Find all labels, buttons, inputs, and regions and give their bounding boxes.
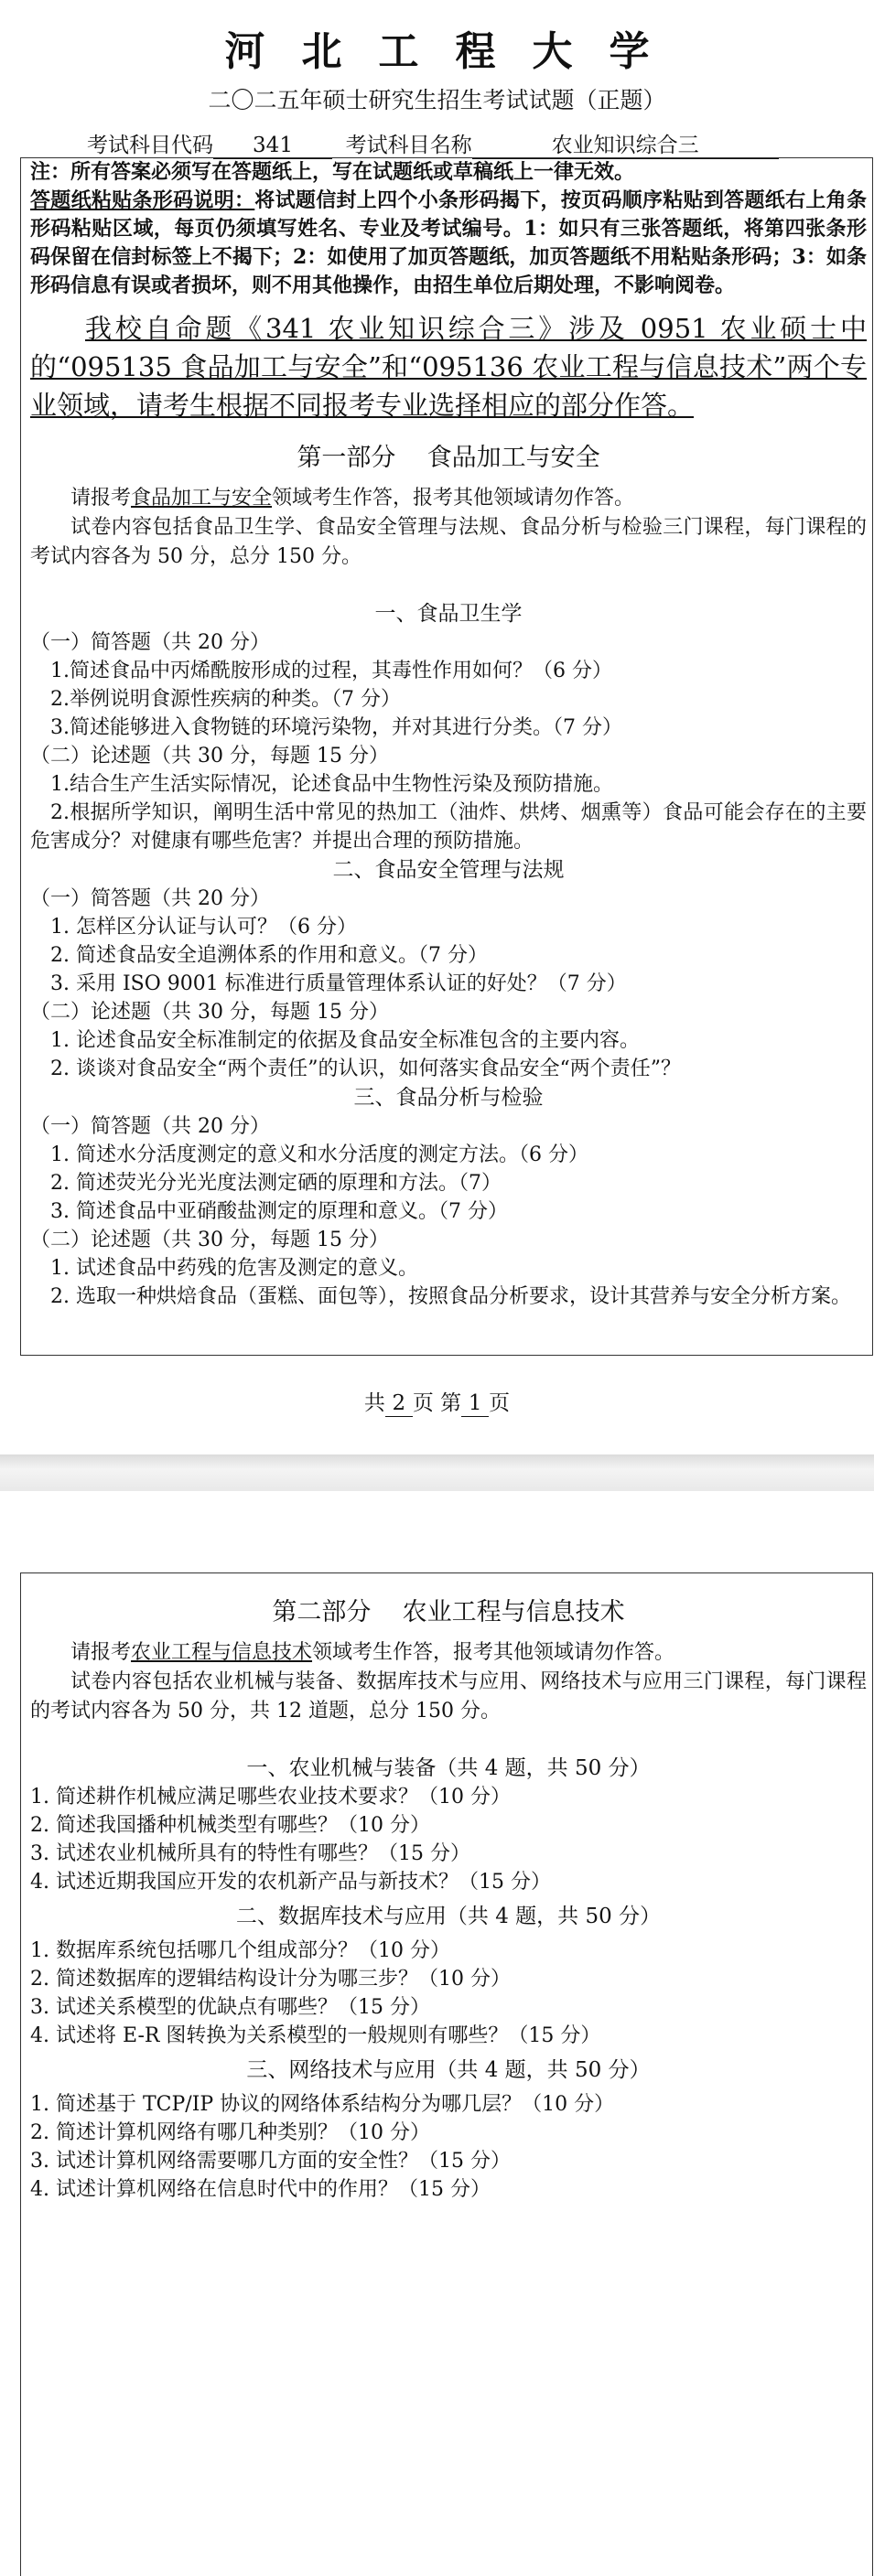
- subject-name-value: 农业知识综合三: [472, 133, 779, 159]
- part1-field-name: 食品加工与安全: [131, 487, 273, 510]
- question-item: 1. 简述耕作机械应满足哪些农业技术要求？（10 分）: [30, 1786, 511, 1809]
- part2-section2-title: 二、数据库技术与应用（共 4 题，共 50 分）: [235, 1905, 662, 1928]
- question-item: 2. 简述食品安全追溯体系的作用和意义。（7 分）: [50, 944, 488, 967]
- question-item: 2. 简述计算机网络有哪几种类别？（10 分）: [30, 2121, 430, 2144]
- question-item: 2. 简述荧光分光光度法测定硒的原理和方法。（7）: [50, 1172, 502, 1195]
- question-item: 4. 试述计算机网络在信息时代中的作用？（15 分）: [30, 2178, 491, 2201]
- part1-intro-line1: 请报考食品加工与安全领域考生作答，报考其他领域请勿作答。: [70, 487, 635, 510]
- question-item: 2. 选取一种烘焙食品（蛋糕、面包等），按照食品分析要求，设计其营养与安全分析方案。: [50, 1285, 851, 1308]
- part1-title: 第一部分 食品加工与安全: [297, 444, 600, 472]
- question-item: 1. 论述食品安全标准制定的依据及食品安全标准包含的主要内容。: [50, 1029, 640, 1052]
- question-item: 3. 简述食品中亚硝酸盐测定的原理和意义。（7 分）: [50, 1200, 508, 1223]
- self-proposition-notice: 我校自命题《341 农业知识综合三》涉及 0951 农业硕士中的“095135 食品加工与安全”和“095136 农业工程与信息技术”两个专业领域，请考生根据不同报考专业选择相应的部分作答。: [30, 313, 867, 421]
- question-item: 2. 简述数据库的逻辑结构设计分为哪三步？（10 分）: [30, 1968, 511, 1991]
- answer-note: 注：所有答案必须写在答题纸上，写在试题纸或草稿纸上一律无效。: [30, 160, 635, 184]
- question-item: 1. 怎样区分认证与认可？（6 分）: [50, 916, 357, 939]
- question-item: 4. 试述将 E-R 图转换为关系模型的一般规则有哪些？（15 分）: [30, 2024, 601, 2047]
- question-item: 2. 谈谈对食品安全“两个责任”的认识，如何落实食品安全“两个责任”？: [50, 1057, 681, 1080]
- question-item: 2. 简述我国播种机械类型有哪些？（10 分）: [30, 1814, 430, 1837]
- question-item: 1. 简述水分活度测定的意义和水分活度的测定方法。（6 分）: [50, 1143, 588, 1166]
- question-item: 1. 数据库系统包括哪几个组成部分？（10 分）: [30, 1939, 450, 1962]
- university-title: 河北工程大学: [224, 28, 686, 75]
- page-separator: [0, 1454, 874, 1491]
- part2-intro-line1: 请报考农业工程与信息技术领域考生作答，报考其他领域请勿作答。: [70, 1641, 675, 1664]
- question-item: 3.简述能够进入食物链的环境污染物，并对其进行分类。（7 分）: [50, 716, 622, 739]
- section-subheading: （二）论述题（共 30 分，每题 15 分）: [30, 745, 389, 767]
- section-subheading: （一）简答题（共 20 分）: [30, 887, 270, 910]
- subject-name-label: 考试科目名称: [345, 134, 472, 157]
- part1-section1-title: 一、食品卫生学: [374, 602, 523, 626]
- exam-title: 二〇二五年硕士研究生招生考试试题（正题）: [208, 87, 666, 113]
- question-item: 1. 简述基于 TCP/IP 协议的网络体系结构分为哪几层？（10 分）: [30, 2093, 615, 2116]
- part1-intro-line2: 试卷内容包括食品卫生学、食品安全管理与法规、食品分析与检验三门课程，每门课程的考试内容各为 50 分，总分 150 分。: [30, 516, 867, 568]
- section-subheading: （二）论述题（共 30 分，每题 15 分）: [30, 1001, 389, 1024]
- question-item: 3. 试述关系模型的优缺点有哪些？（15 分）: [30, 1996, 430, 2019]
- question-item: 3. 试述农业机械所具有的特性有哪些？（15 分）: [30, 1842, 470, 1865]
- question-item: 4. 试述近期我国应开发的农机新产品与新技术？（15 分）: [30, 1871, 551, 1894]
- exam-content-box-2: [20, 1572, 873, 2576]
- question-item: 1. 试述食品中药残的危害及测定的意义。: [50, 1257, 418, 1280]
- subject-code-value: 341: [213, 133, 332, 159]
- part2-intro-line2: 试卷内容包括农业机械与装备、数据库技术与应用、网络技术与应用三门课程，每门课程的考试内容各为 50 分，共 12 道题，总分 150 分。: [30, 1670, 867, 1723]
- part2-title: 第二部分 农业工程与信息技术: [272, 1598, 625, 1626]
- question-item: 1.简述食品中丙烯酰胺形成的过程，其毒性作用如何？（6 分）: [50, 660, 612, 682]
- page-footer: 共 2 页 第 1 页: [363, 1391, 511, 1415]
- section-subheading: （一）简答题（共 20 分）: [30, 631, 270, 654]
- current-page: 1: [461, 1390, 489, 1417]
- part1-section3-title: 三、食品分析与检验: [353, 1086, 544, 1110]
- subject-line: [87, 128, 779, 159]
- part2-field-name: 农业工程与信息技术: [131, 1641, 313, 1664]
- barcode-label: 答题纸粘贴条形码说明：: [30, 188, 255, 212]
- part2-section3-title: 三、网络技术与应用（共 4 题，共 50 分）: [246, 2058, 651, 2082]
- question-item: 3. 采用 ISO 9001 标准进行质量管理体系认证的好处？（7 分）: [50, 972, 627, 995]
- total-pages: 2: [385, 1390, 413, 1417]
- instructions-note: [30, 158, 867, 300]
- question-item: 3. 试述计算机网络需要哪几方面的安全性？（15 分）: [30, 2150, 511, 2173]
- subject-code-label: 考试科目代码: [87, 134, 213, 157]
- section-subheading: （二）论述题（共 30 分，每题 15 分）: [30, 1229, 389, 1251]
- exam-content-box-1: [20, 157, 873, 1356]
- barcode-text: 将试题信封上四个小条形码揭下，按页码顺序粘贴到答题纸右上角条形码粘贴区域，每页仍须填写姓名、专业及考试编号。1：如只有三张答题纸，将第四张条形码保留在信封标签上不揭下；2：如使用了加页答题纸，加页答题纸不用粘贴条形码；3：如条形码信息有误或者损坏，则不用其他操作，由招生单位后期处理，不影响阅卷。: [30, 188, 867, 297]
- part2-section1-title: 一、农业机械与装备（共 4 题，共 50 分）: [246, 1756, 651, 1780]
- question-item: 2.举例说明食源性疾病的种类。（7 分）: [50, 688, 401, 711]
- question-item: 1.结合生产生活实际情况，论述食品中生物性污染及预防措施。: [50, 773, 613, 796]
- part1-section2-title: 二、食品安全管理与法规: [332, 858, 565, 882]
- section-subheading: （一）简答题（共 20 分）: [30, 1115, 270, 1138]
- question-item: 2.根据所学知识，阐明生活中常见的热加工（油炸、烘烤、烟熏等）食品可能会存在的主要危害成分？对健康有哪些危害？并提出合理的预防措施。: [30, 801, 867, 853]
- barcode-instructions: [30, 187, 867, 300]
